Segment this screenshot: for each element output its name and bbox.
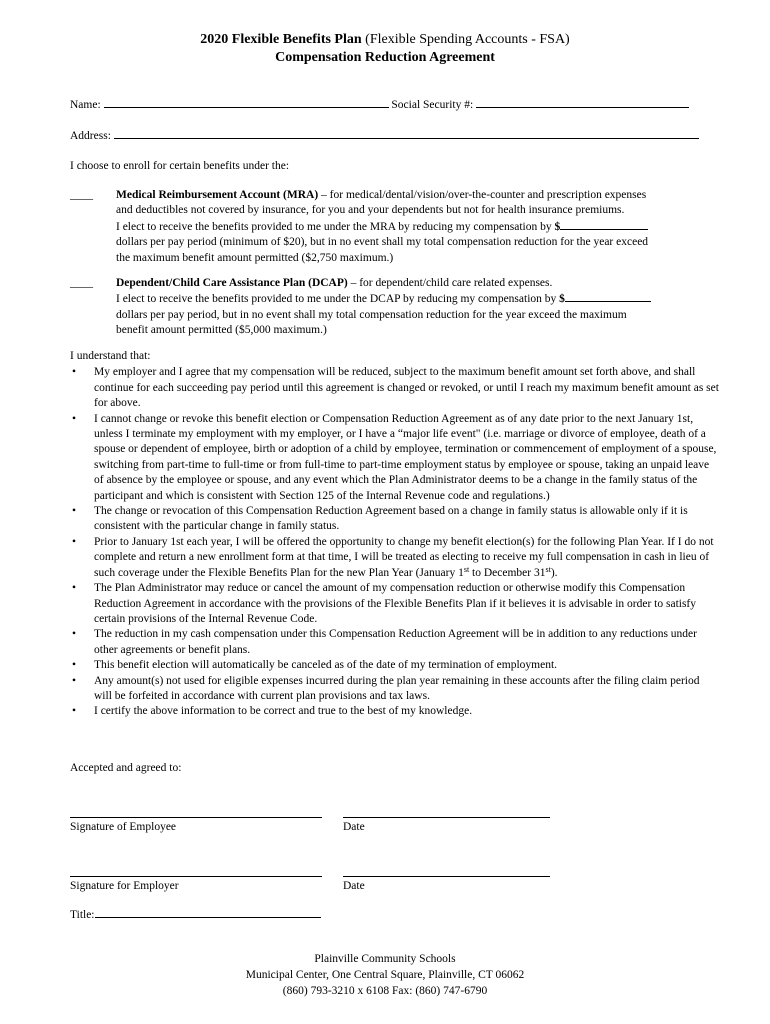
bullet: • (72, 659, 77, 672)
mra-line2: and deductibles not covered by insurance, for you and your dependents but not for health insurance premiums. (116, 204, 625, 217)
mra-line5: the maximum benefit amount permitted ($2,750 maximum.) (116, 251, 394, 264)
address-label: Address: (70, 130, 111, 142)
mra-title: Medical Reimbursement Account (MRA) (116, 189, 319, 201)
address-row (70, 128, 699, 143)
form-subtitle: Compensation Reduction Agreement (275, 50, 495, 65)
list-item-text: Any amount(s) not used for eligible expenses incurred during the plan year remaining in these accounts after the filing claim period will be forfeited in accordance with current plan provisions and tax laws. (94, 674, 700, 702)
form-title (0, 31, 770, 48)
bullet: • (72, 412, 77, 425)
bullet: • (72, 366, 77, 379)
ordinal-sup: st (463, 564, 470, 574)
footer-phone: (860) 793-3210 x 6108 Fax: (860) 747-6790 (282, 985, 488, 997)
list-item (70, 658, 720, 673)
list-item-text-b: to December 31 (469, 566, 546, 579)
employer-signature-line[interactable] (70, 876, 322, 877)
dcap-dollar: $ (559, 293, 565, 306)
mra-dollar: $ (554, 220, 561, 233)
name-label: Name: (70, 99, 101, 111)
list-item-text: The change or revocation of this Compensation Reduction Agreement based on a change in family status is allowable only if it is consistent with the particular change in family status. (94, 505, 688, 533)
list-item (70, 581, 720, 627)
understanding-intro: I understand that: (70, 350, 151, 362)
dcap-desc: – for dependent/child care related expenses. (347, 277, 553, 289)
form-title-bold: 2020 Flexible Benefits Plan (200, 32, 362, 47)
dcap-checkbox[interactable]: ____ (70, 277, 93, 289)
footer-org: Plainville Community Schools (314, 953, 456, 965)
address-field[interactable] (114, 128, 699, 139)
list-item-text: This benefit election will automatically be canceled as of the date of my termination of employment. (94, 659, 558, 672)
understanding-list (70, 365, 720, 719)
employer-date-line[interactable] (343, 876, 550, 877)
name-row (70, 97, 689, 112)
list-item (70, 412, 720, 504)
list-item (70, 627, 720, 658)
dcap-amount-field[interactable] (565, 291, 651, 302)
employer-signature-label: Signature for Employer (70, 880, 179, 892)
mra-amount-field[interactable] (560, 219, 648, 230)
enroll-intro: I choose to enroll for certain benefits under the: (70, 160, 290, 172)
employee-signature-label: Signature of Employee (70, 821, 177, 833)
mra-line3: I elect to receive the benefits provided to me under the MRA by reducing my compensation by (116, 220, 552, 233)
list-item-text: I certify the above information to be correct and true to the best of my knowledge. (94, 705, 473, 718)
mra-checkbox[interactable]: ____ (70, 189, 93, 201)
form-title-rest: (Flexible Spending Accounts - FSA) (361, 32, 570, 47)
list-item (70, 365, 720, 411)
title-label: Title: (70, 909, 95, 921)
ssn-label: Social Security #: (391, 99, 474, 111)
bullet: • (72, 628, 77, 641)
list-item-text-a: Prior to January 1st each year, I will be offered the opportunity to change my benefit election(s) for the following Plan Year. If I do not complete and return a new enrollment form at that time, I will be treated as electing to receive my full compensation in cash in lieu of such coverage under the Flexible Benefits Plan for the new Plan Year (January 1 (94, 535, 714, 579)
mra-line4: dollars per pay period (minimum of $20), but in no event shall my total compensation reduction for the year exceed (116, 236, 649, 249)
bullet: • (72, 705, 77, 718)
list-item-text: My employer and I agree that my compensation will be reduced, subject to the maximum benefit amount set forth above, and shall continue for each succeeding pay period until this agreement is changed or revoked, or until I reach my maximum benefit amount as set for above. (94, 366, 719, 410)
employee-date-line[interactable] (343, 817, 550, 818)
list-item-text-c: ). (550, 566, 558, 579)
bullet: • (72, 582, 77, 595)
title-field[interactable] (95, 907, 321, 918)
ordinal-sup: st (545, 564, 551, 574)
dcap-line2: I elect to receive the benefits provided to me under the DCAP by reducing my compensation by (116, 293, 557, 306)
list-item-text: I cannot change or revoke this benefit election or Compensation Reduction Agreement as of any date prior to the next January 1st, unless I terminate my employment with my employer, or I have a “major life event" (i.e. marriage or divorce of employee, death of a spouse or dependent of employee, birth or adoption of a child by employee, termination or commencement of employment of a spouse, switching from part-time to full-time or from full-time to part-time employment status by employee or spouse, taking an unpaid leave of absence by the employee or spouse, and any event which the Plan Administrator deems to be a change in the family status of the participant and which is consistent with Section 125 of the Internal Revenue code and regulations.) (94, 412, 717, 502)
list-item (70, 535, 720, 581)
list-item (70, 504, 720, 535)
footer-address: Municipal Center, One Central Square, Plainville, CT 06062 (245, 969, 525, 981)
list-item (70, 704, 720, 719)
bullet: • (72, 535, 77, 548)
ssn-field[interactable] (476, 97, 689, 108)
bullet: • (72, 674, 77, 687)
title-row (70, 907, 321, 922)
dcap-line4: benefit amount permitted ($5,000 maximum.) (116, 324, 327, 337)
accepted-label: Accepted and agreed to: (70, 762, 182, 774)
employer-date-label: Date (343, 880, 365, 892)
list-item-text: The reduction in my cash compensation under this Compensation Reduction Agreement will be in addition to any reductions under other agreements or benefit plans. (94, 628, 697, 656)
employee-date-label: Date (343, 821, 365, 833)
dcap-title: Dependent/Child Care Assistance Plan (DCAP) (116, 277, 348, 289)
bullet: • (72, 505, 77, 518)
dcap-section (116, 276, 716, 339)
mra-desc: – for medical/dental/vision/over-the-counter and prescription expenses (318, 189, 647, 201)
mra-section (116, 188, 716, 266)
name-field[interactable] (104, 97, 389, 108)
employee-signature-line[interactable] (70, 817, 322, 818)
list-item (70, 674, 720, 705)
dcap-line3: dollars per pay period, but in no event shall my total compensation reduction for the year exceed the maximum (116, 308, 627, 321)
understanding-section (70, 349, 720, 720)
list-item-text: The Plan Administrator may reduce or cancel the amount of my compensation reduction or otherwise modify this Compensation Reduction Agreement in accordance with the provisions of the Flexible Benefits Plan if it believes it is advisable in order to satisfy certain provisions of the Internal Revenue Code. (94, 582, 697, 625)
